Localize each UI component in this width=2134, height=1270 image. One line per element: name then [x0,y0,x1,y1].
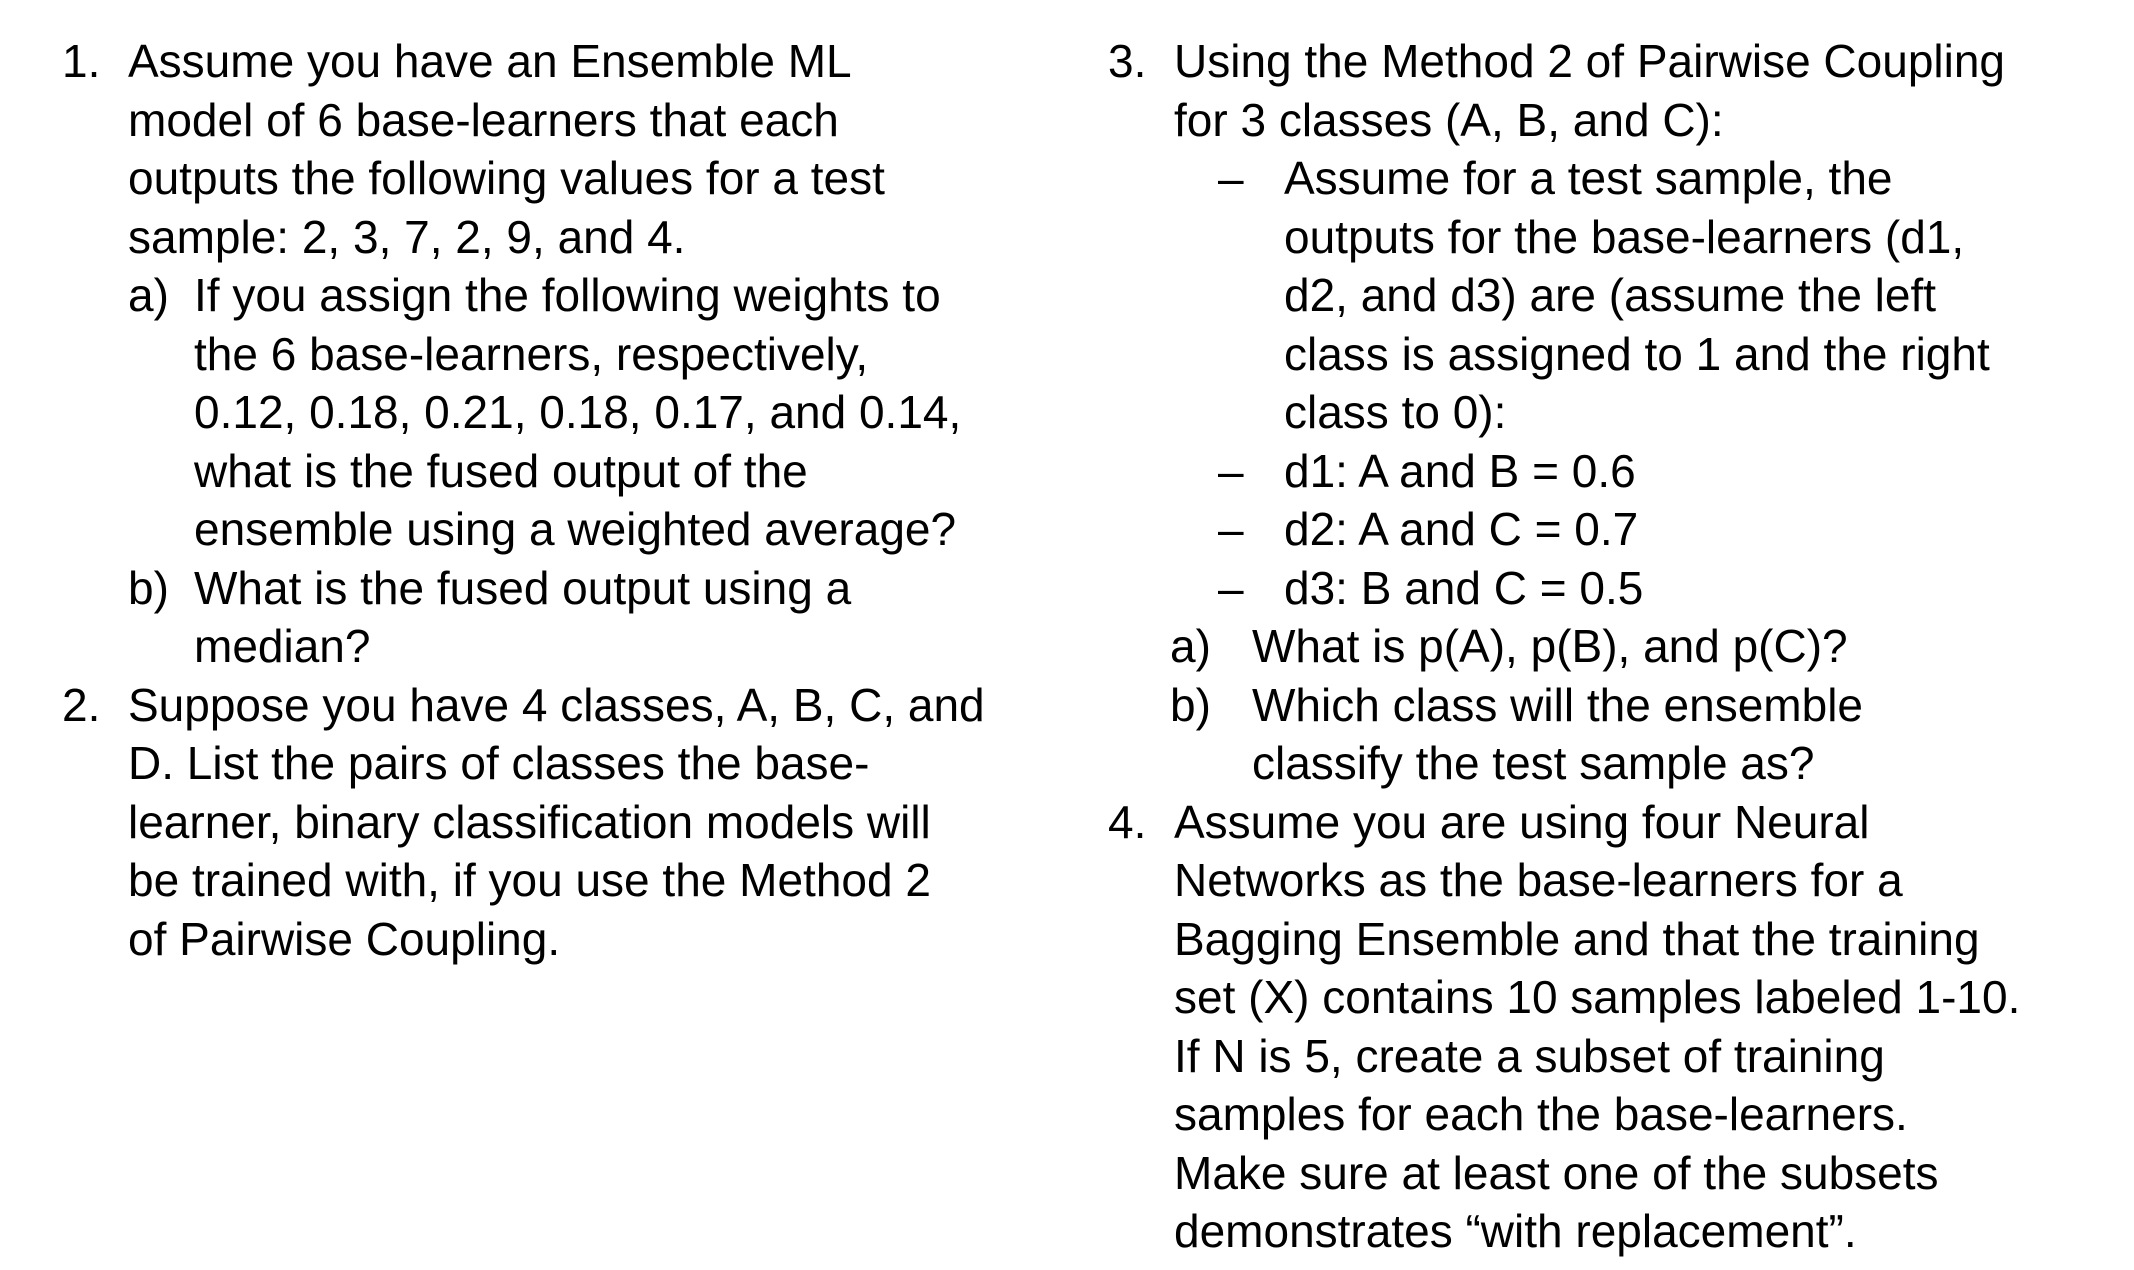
question-2-text-line: learner, binary classification models will [128,795,931,848]
question-3-text-line: for 3 classes (A, B, and C): [1174,93,1724,146]
dash-bullet-icon: – [1218,561,1244,614]
bullet-item [1218,442,2118,501]
question-3-part-b-label: b) [1170,678,1211,731]
bullet-item [1218,559,2118,618]
question-4-number: 4. [1108,795,1147,848]
question-1-part-a-line: 0.12, 0.18, 0.21, 0.18, 0.17, and 0.14, [194,386,962,438]
question-3 [1108,32,2118,793]
question-1-part-a-line: the 6 base-learners, respectively, [194,327,869,380]
question-2-text-line: Suppose you have 4 classes, A, B, C, and [128,678,985,731]
question-3-part-b-line: Which class will the ensemble [1252,678,1864,731]
question-1 [62,32,1062,676]
question-1-part-a [128,266,1062,559]
question-4-text-line: samples for each the base-learners. [1174,1088,1908,1140]
question-2 [62,676,1062,969]
bullet-item-line: d3: B and C = 0.5 [1284,561,1644,614]
question-1-part-a-label: a) [128,269,169,321]
question-2-text-line: D. List the pairs of classes the base- [128,737,870,789]
bullet-item-line: class to 0): [1284,386,1507,438]
question-4 [1108,793,2118,1261]
question-1-text-line: outputs the following values for a test [128,152,885,204]
question-4-text-line: Assume you are using four Neural [1174,795,1870,848]
question-1-part-a-line: what is the fused output of the [194,444,808,497]
bullet-item [1218,149,2118,442]
bullet-item-line: d2, and d3) are (assume the left [1284,269,1937,321]
question-4-text-line: set (X) contains 10 samples labeled 1-10. [1174,971,2021,1023]
right-column [1108,32,2118,1261]
question-3-part-a-label: a) [1170,620,1211,672]
question-4-text-line: Make sure at least one of the subsets [1174,1146,1939,1199]
left-column [62,32,1062,968]
question-3-bullet-list [1218,149,2118,617]
question-1-text-line: model of 6 base-learners that each [128,93,839,146]
question-4-text-line: Bagging Ensemble and that the training [1174,912,1980,965]
bullet-item-line: class is assigned to 1 and the right [1284,327,1990,380]
question-3-part-a [1170,617,2118,676]
question-2-text-line: of Pairwise Coupling. [128,912,561,965]
question-3-part-a-line: What is p(A), p(B), and p(C)? [1252,620,1848,672]
question-1-text-line: sample: 2, 3, 7, 2, 9, and 4. [128,210,686,263]
question-4-text-line: Networks as the base-learners for a [1174,854,1903,906]
question-1-number: 1. [62,35,101,87]
question-1-text-line: Assume you have an Ensemble ML [128,35,852,87]
dash-bullet-icon: – [1218,444,1244,497]
question-1-part-b-line: median? [194,620,371,672]
question-1-part-a-line: ensemble using a weighted average? [194,503,957,555]
question-4-text-line: demonstrates “with replacement”. [1174,1205,1857,1257]
question-1-part-b-line: What is the fused output using a [194,561,852,614]
question-2-number: 2. [62,678,101,731]
question-1-part-b-label: b) [128,561,169,614]
bullet-item-line: d1: A and B = 0.6 [1284,444,1636,497]
question-1-part-a-line: If you assign the following weights to [194,269,941,321]
question-1-part-b [128,559,1062,676]
bullet-item-line: outputs for the base-learners (d1, [1284,210,1965,263]
question-3-text-line: Using the Method 2 of Pairwise Coupling [1174,35,2006,87]
question-3-number: 3. [1108,35,1147,87]
bullet-item-line: Assume for a test sample, the [1284,152,1893,204]
question-3-part-b-line: classify the test sample as? [1252,737,1815,789]
dash-bullet-icon: – [1218,503,1244,555]
question-3-part-b [1170,676,2118,793]
question-2-text-line: be trained with, if you use the Method 2 [128,854,931,906]
question-4-text-line: If N is 5, create a subset of training [1174,1029,1885,1082]
dash-bullet-icon: – [1218,152,1244,204]
bullet-item [1218,500,2118,559]
bullet-item-line: d2: A and C = 0.7 [1284,503,1639,555]
